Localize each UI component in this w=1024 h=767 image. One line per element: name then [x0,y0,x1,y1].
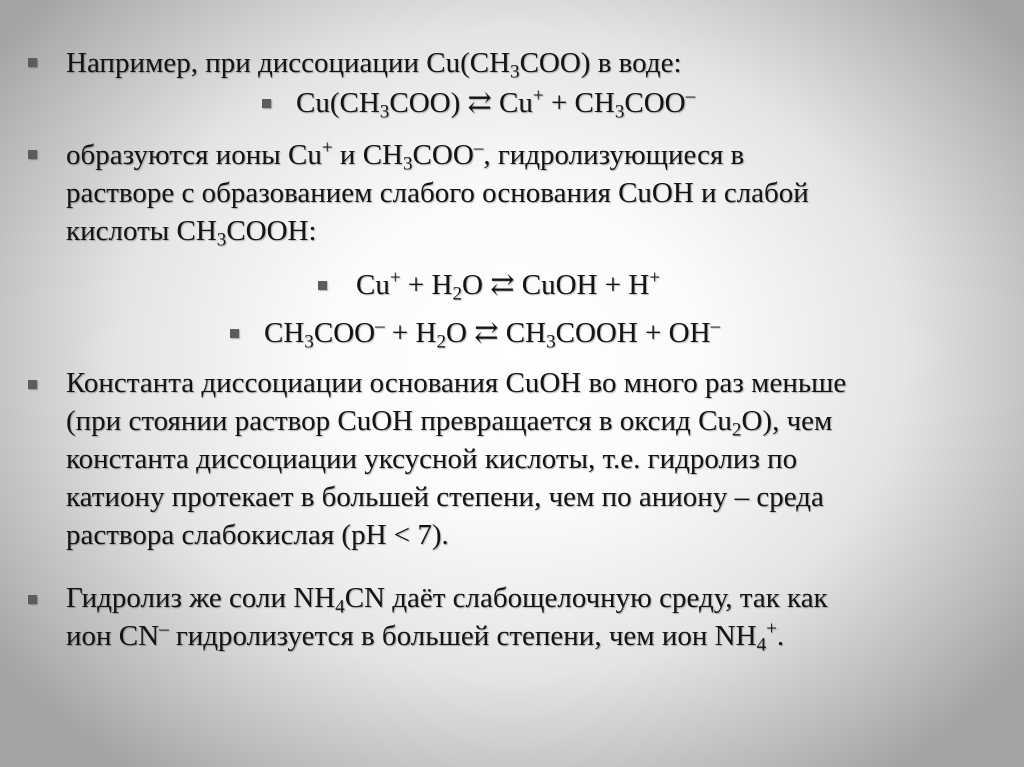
text-run: COO) в воде: [519,47,682,79]
subscript: 3 [510,61,520,83]
subscript: 2 [436,331,447,353]
text-line [66,579,828,617]
text-run: + H [384,317,437,349]
subscript: 2 [452,283,463,305]
text-run: + H [400,269,453,301]
bullet-text-intro [66,44,682,82]
text-run: O ⇄ CH [446,317,547,349]
text-run: COOH: [226,215,317,247]
text-run: Гидролиз же соли NH [66,582,336,614]
superscript: – [473,137,484,159]
text-line [66,174,809,212]
superscript: + [321,137,333,159]
text-run: гидролизуется в большей степени, чем ион NH [168,620,757,652]
bullet-marker [28,150,37,159]
text-run: Cu(CH [296,87,380,119]
text-line [66,516,846,554]
text-run: , гидролизующиеся в [483,139,745,171]
text-run: образуются ионы Cu [66,139,322,171]
text-run: COO [624,87,686,119]
text-run: катиону протекает в большей степени, чем по аниону – среда [66,481,824,513]
bullet-marker [28,380,37,389]
superscript: + [389,267,401,289]
text-line [66,364,846,402]
bullet-marker [28,595,37,604]
subscript: 3 [614,101,625,123]
text-run: COO [313,317,376,349]
subscript: 3 [546,331,556,353]
superscript: + [766,618,777,640]
text-run: раствора слабокислая (pH < 7). [66,519,449,551]
text-run: Константа диссоциации основания CuOH во много раз меньше [66,367,847,399]
subscript: 4 [756,634,767,656]
bullet-marker [262,99,271,108]
text-line [66,402,846,440]
superscript: – [375,315,385,337]
superscript: – [710,315,721,337]
bullet-text-nh4cn [66,579,828,655]
superscript: – [159,618,169,640]
superscript: + [532,85,544,107]
bullet-text-ions [66,136,809,250]
text-run: COO [412,139,474,171]
text-run: COO) ⇄ Cu [389,87,533,119]
text-line [66,212,809,250]
subscript: 4 [335,596,345,618]
subscript: 3 [402,153,413,175]
text-line [66,617,828,655]
text-line [356,266,660,304]
text-run: CN даёт слабощелочную среду, так как [344,582,828,614]
text-run: (при стоянии раствор CuOH превращается в оксид Cu [66,405,732,437]
text-run: + CH [543,87,615,119]
text-run: кислоты CH [66,215,217,247]
text-run: O), чем [741,405,833,437]
text-line [66,136,809,174]
equation-anion-hydrolysis [264,314,720,352]
subscript: 3 [379,101,390,123]
subscript: 2 [731,419,742,441]
text-line [66,44,682,82]
bullet-marker [318,281,327,290]
text-line [66,478,846,516]
superscript: + [649,267,661,289]
text-run: Cu [356,269,390,301]
text-line [264,314,720,352]
text-run: Например, при диссоциации Cu(CH [66,47,511,79]
subscript: 3 [216,229,227,251]
subscript: 3 [304,331,314,353]
bullet-marker [230,329,239,338]
text-run: . [776,620,785,652]
text-run: растворе с образованием слабого основания CuOH и слабой [66,177,809,209]
text-run: и CH [332,139,403,171]
equation-dissociation [296,84,695,122]
equation-cation-hydrolysis [356,266,660,304]
text-run: O ⇄ CuOH + H [462,269,650,301]
bullet-text-constant [66,364,846,554]
text-run: CH [264,317,305,349]
text-run: константа диссоциации уксусной кислоты, т.е. гидролиз по [66,443,798,475]
text-line [296,84,695,122]
superscript: – [685,85,696,107]
text-line [66,440,846,478]
text-run: ион CN [66,620,160,652]
text-run: COOH + OH [555,317,711,349]
bullet-marker [28,58,37,67]
